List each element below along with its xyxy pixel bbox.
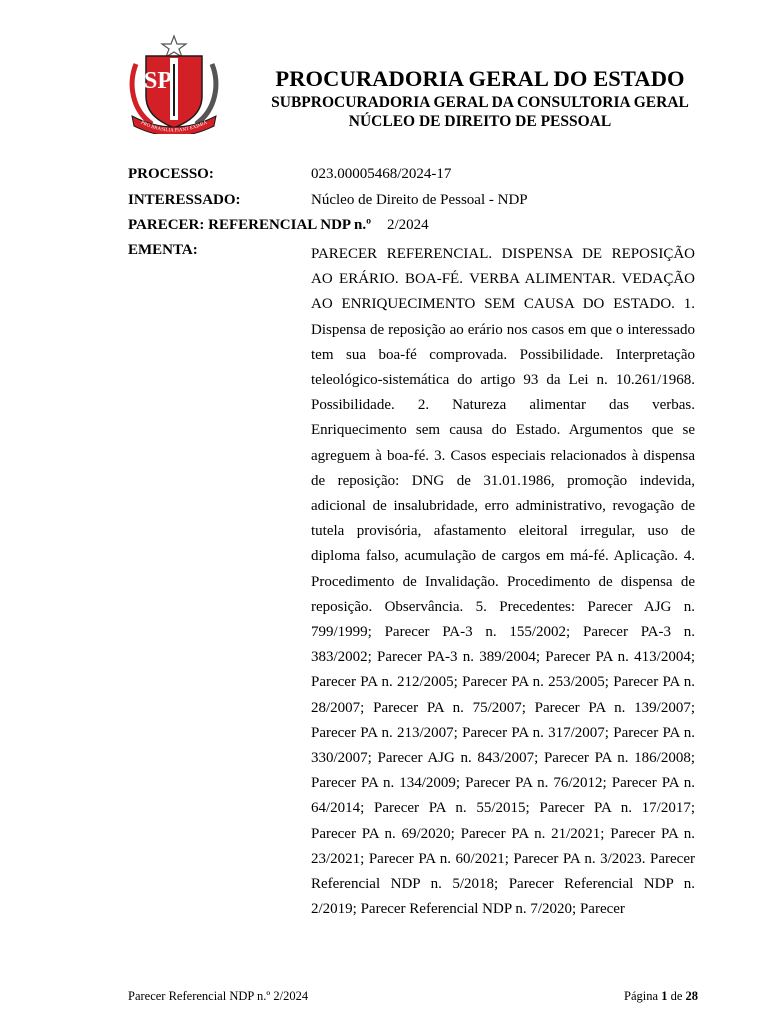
page-current: 1 [661, 989, 668, 1003]
page-total: 28 [685, 989, 698, 1003]
ementa-text: PARECER REFERENCIAL. DISPENSA DE REPOSIÇÃO AO ERÁRIO. BOA-FÉ. VERBA ALIMENTAR. VEDAÇÃO AO ENRIQUECIMENTO SEM CAUSA DO ESTADO. 1. Dispensa de reposição ao erário nos casos em que o interessado tem sua boa-fé comprovada. Possibilidade. Interpretação teleológico-sistemática do artigo 93 da Lei n. 10.261/1968. Possibilidade. 2. Natureza alimentar das verbas. Enriquecimento sem causa do Estado. Argumentos que se agreguem à boa-fé. 3. Casos especiais relacionados à dispensa de reposição: DNG de 31.01.1986, promoção indevida, adicional de insalubridade, erro administrativo, revogação de tutela provisória, afastamento eleitoral irregular, uso de diploma falso, acumulação de cargos em má-fé. Aplicação. 4. Procedimento de Invalidação. Procedimento de dispensa de reposição. Observância. 5. Precedentes: Parecer AJG n. 799/1999; Parecer PA-3 n. 155/2002; Parecer PA-3 n. 383/2002; Parecer PA-3 n. 389/2004; Parecer PA n. 413/2004; Parecer PA n. 212/2005; Parecer PA n. 253/2005; Parecer PA n. 28/2007; Parecer PA n. 75/2007; Parecer PA n. 139/2007; Parecer PA n. 213/2007; Parecer PA n. 317/2007; Parecer PA n. 330/2007; Parecer AJG n. 843/2007; Parecer PA n. 186/2008; Parecer PA n. 134/2009; Parecer PA n. 76/2012; Parecer PA n. 64/2014; Parecer PA n. 55/2015; Parecer PA n. 17/2017; Parecer PA n. 69/2020; Parecer PA n. 21/2021; Parecer PA n. 23/2021; Parecer PA n. 60/2021; Parecer PA n. 3/2023. Parecer Referencial NDP n. 5/2018; Parecer Referencial NDP n. 2/2019; Parecer Referencial NDP n. 7/2020; Parecer [311, 246, 695, 918]
institution-title: PROCURADORIA GERAL DO ESTADO [275, 66, 685, 91]
interessado-value: Núcleo de Direito de Pessoal - NDP [311, 192, 528, 208]
processo-label: PROCESSO: [128, 166, 214, 182]
subprocuradoria-subtitle: SUBPROCURADORIA GERAL DA CONSULTORIA GERAL [271, 94, 689, 111]
parecer-value: 2/2024 [387, 217, 429, 233]
page-counter [624, 989, 698, 1004]
footer-document-reference: Parecer Referencial NDP n.º 2/2024 [128, 989, 309, 1003]
nucleo-subtitle: NÚCLEO DE DIREITO DE PESSOAL [348, 113, 612, 130]
ementa-label: EMENTA: [128, 242, 198, 258]
svg-text:PRO BRASILIA FIANT EXIMIA: PRO BRASILIA FIANT EXIMIA [139, 120, 209, 134]
processo-value: 023.00005468/2024-17 [311, 166, 452, 182]
interessado-label: INTERESSADO: [128, 192, 241, 208]
page-of: de [670, 989, 683, 1003]
parecer-label: PARECER: REFERENCIAL NDP n.º [128, 217, 372, 233]
page-word: Página [624, 989, 659, 1003]
svg-text:SP: SP [143, 68, 173, 94]
sp-coat-of-arms-logo [126, 34, 222, 134]
